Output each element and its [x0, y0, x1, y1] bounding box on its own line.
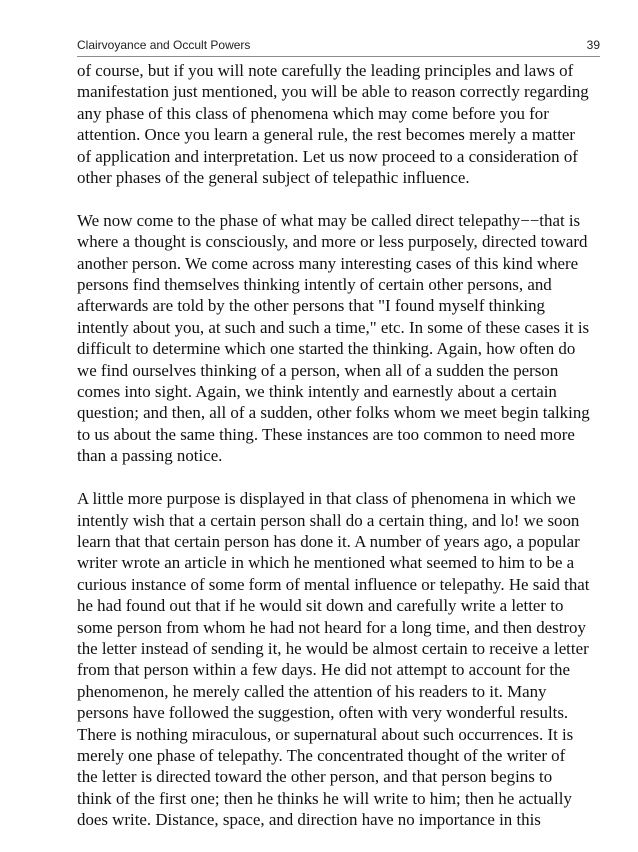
body-text	[77, 60, 602, 852]
text-line: does write. Distance, space, and direction have no importance in this	[77, 810, 541, 830]
text-line: intently wish that a certain person shall do a certain thing, and lo! we soon	[77, 510, 580, 530]
text-line: A little more purpose is displayed in that class of phenomena in which we	[77, 489, 576, 509]
text-line: manifestation just mentioned, you will be able to reason correctly regarding	[77, 82, 589, 102]
text-line: another person. We come across many interesting cases of this kind where	[77, 253, 579, 273]
running-header	[77, 38, 600, 54]
text-line: the letter is directed toward the other person, and that person begins to	[77, 767, 553, 787]
text-line: to us about the same thing. These instances are too common to need more	[77, 424, 575, 444]
text-line: we find ourselves thinking of a person, when all of a sudden the person	[77, 360, 559, 380]
header-divider	[77, 56, 600, 57]
text-line: any phase of this class of phenomena which may come before you for	[77, 103, 549, 123]
paragraph	[77, 60, 602, 188]
text-line: persons have followed the suggestion, often with very wonderful results.	[77, 703, 569, 723]
text-line: attention. Once you learn a general rule, the rest becomes merely a matter	[77, 125, 576, 145]
text-line: afterwards are told by the other persons that "I found myself thinking	[77, 296, 545, 316]
text-line: of course, but if you will note carefully the leading principles and laws of	[77, 61, 574, 80]
text-line: from that person within a few days. He did not attempt to account for the	[77, 660, 570, 680]
text-line: other phases of the general subject of telepathic influence.	[77, 168, 470, 188]
text-line: comes into sight. Again, we think intently and earnestly about a certain	[77, 382, 557, 402]
paragraph	[77, 488, 602, 831]
text-line: learn that that certain person has done it. A number of years ago, a popular	[77, 531, 580, 551]
text-line: writer wrote an article in which he mentioned what seemed to him to be a	[77, 553, 575, 573]
text-line: difficult to determine which one started the thinking. Again, how often do	[77, 339, 576, 359]
text-line: question; and then, all of a sudden, other folks whom we meet begin talking	[77, 403, 590, 423]
text-line: of application and interpretation. Let us now proceed to a consideration of	[77, 146, 578, 166]
text-line: where a thought is consciously, and more or less purposely, directed toward	[77, 232, 588, 252]
text-line: he had found out that if he would sit down and carefully write a letter to	[77, 596, 564, 616]
text-line: merely one phase of telepathy. The concentrated thought of the writer of	[77, 745, 566, 765]
text-line: curious instance of some form of mental influence or telepathy. He said that	[77, 574, 590, 594]
text-line: persons find themselves thinking intently of certain other persons, and	[77, 275, 552, 295]
text-line: There is nothing miraculous, or supernatural about such occurrences. It is	[77, 724, 574, 744]
text-line: phenomenon, he merely called the attention of his readers to it. Many	[77, 681, 547, 701]
page-number: 39	[586, 38, 600, 52]
text-line: think of the first one; then he thinks he will write to him; then he actually	[77, 788, 572, 808]
text-line: than a passing notice.	[77, 446, 223, 466]
text-line: some person from whom he had not heard for a long time, and then destroy	[77, 617, 586, 637]
text-line: We now come to the phase of what may be called direct telepathy−−that is	[77, 210, 581, 230]
text-line: intently about you, at such and such a time," etc. In some of these cases it is	[77, 317, 590, 337]
book-title: Clairvoyance and Occult Powers	[77, 38, 251, 52]
paragraph	[77, 210, 602, 467]
text-line: the letter instead of sending it, he would be almost certain to receive a letter	[77, 638, 589, 658]
